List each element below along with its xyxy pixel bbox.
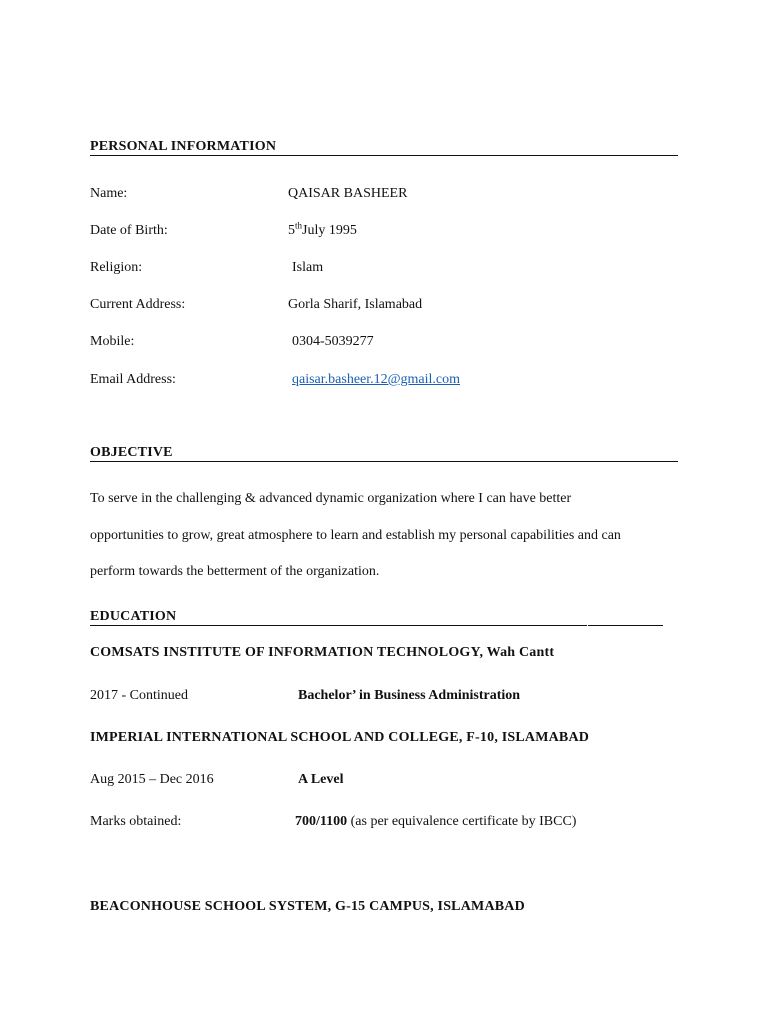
religion-label: Religion: <box>90 260 143 275</box>
dob-label: Date of Birth: <box>90 223 168 238</box>
heading-rule <box>90 461 678 462</box>
personal-information-heading <box>90 139 678 155</box>
objective-line-3: perform towards the betterment of the organization. <box>90 564 380 579</box>
religion-value: Islam <box>292 260 324 275</box>
email-label: Email Address: <box>90 372 176 387</box>
objective-heading <box>90 445 678 461</box>
comsats-period: 2017 - Continued <box>90 688 188 703</box>
education-heading <box>90 609 587 625</box>
marks-label: Marks obtained: <box>90 814 182 829</box>
address-value: Gorla Sharif, Islamabad <box>288 297 423 312</box>
mobile-value: 0304-5039277 <box>292 334 374 349</box>
heading-rule <box>90 155 678 156</box>
marks-value <box>295 814 576 830</box>
mobile-label: Mobile: <box>90 334 135 349</box>
objective-line-2: opportunities to grow, great atmosphere to learn and establish my personal capabilities and can <box>90 528 621 543</box>
heading-text: EDUCATION <box>90 609 177 624</box>
heading-rule-extension <box>588 625 663 626</box>
name-label: Name: <box>90 186 128 201</box>
dob-suffix: th <box>295 220 303 231</box>
institution-comsats: COMSATS INSTITUTE OF INFORMATION TECHNOLOGY, Wah Cantt <box>90 645 555 660</box>
dob-day: 5 <box>288 223 295 238</box>
institution-beaconhouse: BEACONHOUSE SCHOOL SYSTEM, G-15 CAMPUS, ISLAMABAD <box>90 899 525 914</box>
heading-text: PERSONAL INFORMATION <box>90 139 277 154</box>
imperial-degree: A Level <box>298 772 344 787</box>
marks-number: 700/1100 <box>295 814 348 829</box>
institution-imperial: IMPERIAL INTERNATIONAL SCHOOL AND COLLEGE, F-10, ISLAMABAD <box>90 730 590 745</box>
heading-rule <box>90 625 587 626</box>
comsats-degree: Bachelor’ in Business Administration <box>298 688 521 703</box>
imperial-period: Aug 2015 – Dec 2016 <box>90 772 214 787</box>
address-label: Current Address: <box>90 297 186 312</box>
heading-text: OBJECTIVE <box>90 445 173 460</box>
dob-rest: July 1995 <box>302 223 357 238</box>
name-value: QAISAR BASHEER <box>288 186 408 201</box>
marks-note: (as per equivalence certificate by IBCC) <box>350 814 577 829</box>
email-link[interactable]: qaisar.basheer.12@gmail.com <box>292 372 461 387</box>
objective-line-1: To serve in the challenging & advanced dynamic organization where I can have better <box>90 491 572 506</box>
dob-value <box>288 220 357 239</box>
